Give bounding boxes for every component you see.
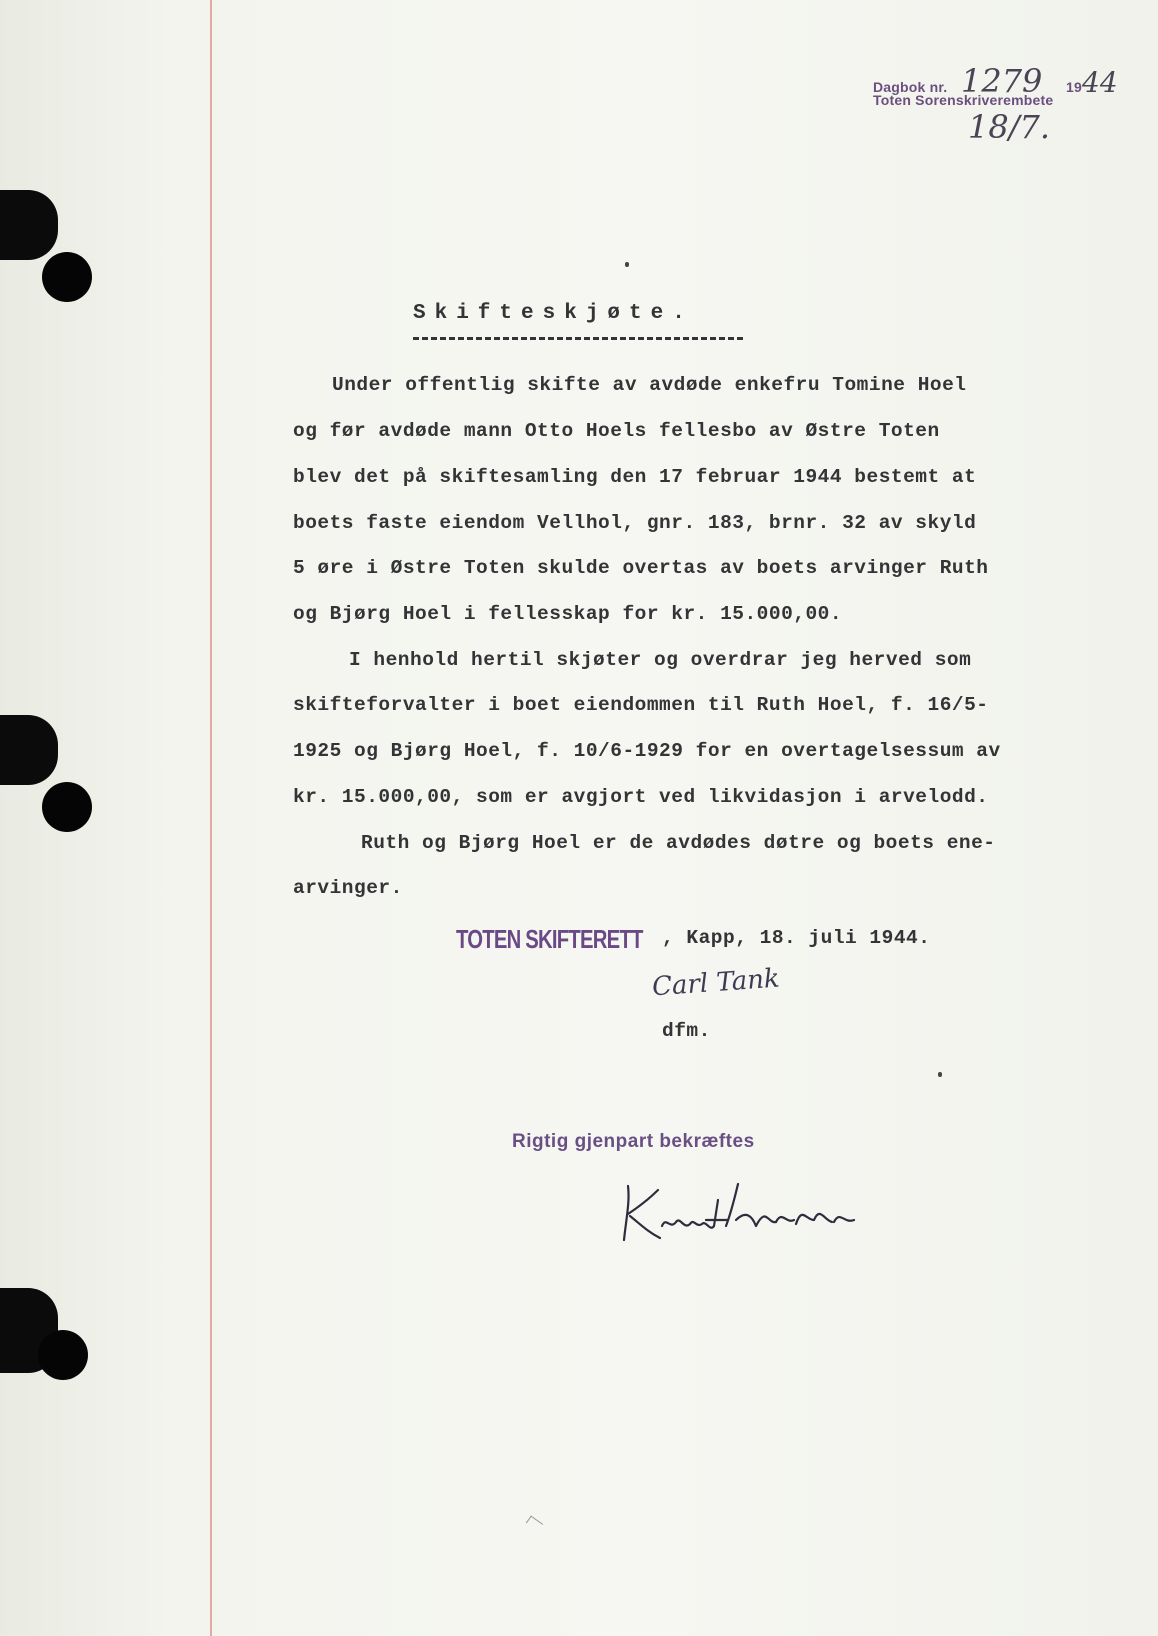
title-underline — [413, 337, 743, 340]
signature-judge: Carl Tank — [651, 963, 781, 1003]
diary-number: 1279 — [960, 62, 1043, 100]
diary-label: Dagbok nr. — [873, 79, 948, 95]
body-line: blev det på skiftesamling den 17 februar 1944 bestemt at — [293, 466, 977, 488]
court-stamp: TOTEN SKIFTERETT — [456, 924, 643, 954]
signature-title: dfm. — [662, 1020, 711, 1042]
binding-mark — [0, 715, 58, 785]
body-line: skifteforvalter i boet eiendommen til Ruth Hoel, f. 16/5- — [293, 694, 989, 716]
body-line: Under offentlig skifte av avdøde enkefru Tomine Hoel — [332, 374, 967, 396]
certification-stamp: Rigtig gjenpart bekræftes — [512, 1131, 755, 1152]
year-prefix: 19 — [1066, 79, 1082, 95]
ink-dot — [625, 262, 629, 267]
place-date: , Kapp, 18. juli 1944. — [662, 927, 931, 949]
body-line: og Bjørg Hoel i fellesskap for kr. 15.000,00. — [293, 603, 843, 625]
punch-hole — [42, 782, 92, 832]
office-name: Toten Sorenskriverembete — [873, 92, 1054, 108]
body-line: 5 øre i Østre Toten skulde overtas av boets arvinger Ruth — [293, 557, 989, 579]
signature-certifier — [606, 1180, 876, 1250]
body-line: 1925 og Bjørg Hoel, f. 10/6-1929 for en overtagelsessum av — [293, 740, 1001, 762]
body-line: Ruth og Bjørg Hoel er de avdødes døtre og boets ene- — [361, 832, 996, 854]
body-line: kr. 15.000,00, som er avgjort ved likvidasjon i arvelodd. — [293, 786, 989, 808]
date-note: 18/7. — [968, 108, 1051, 146]
ink-dot — [938, 1072, 942, 1077]
signature-scribble — [606, 1180, 876, 1250]
punch-hole — [42, 252, 92, 302]
pencil-mark — [526, 1516, 543, 1532]
body-line: og før avdøde mann Otto Hoels fellesbo av Østre Toten — [293, 420, 940, 442]
punch-hole — [38, 1330, 88, 1380]
year-suffix: 44 — [1082, 66, 1118, 99]
document-title: Skifteskjøte. — [413, 302, 694, 325]
binding-mark — [0, 190, 58, 260]
body-line: I henhold hertil skjøter og overdrar jeg herved som — [349, 649, 972, 671]
body-line: boets faste eiendom Vellhol, gnr. 183, brnr. 32 av skyld — [293, 512, 977, 534]
margin-rule — [210, 0, 212, 1636]
body-line: arvinger. — [293, 877, 403, 899]
